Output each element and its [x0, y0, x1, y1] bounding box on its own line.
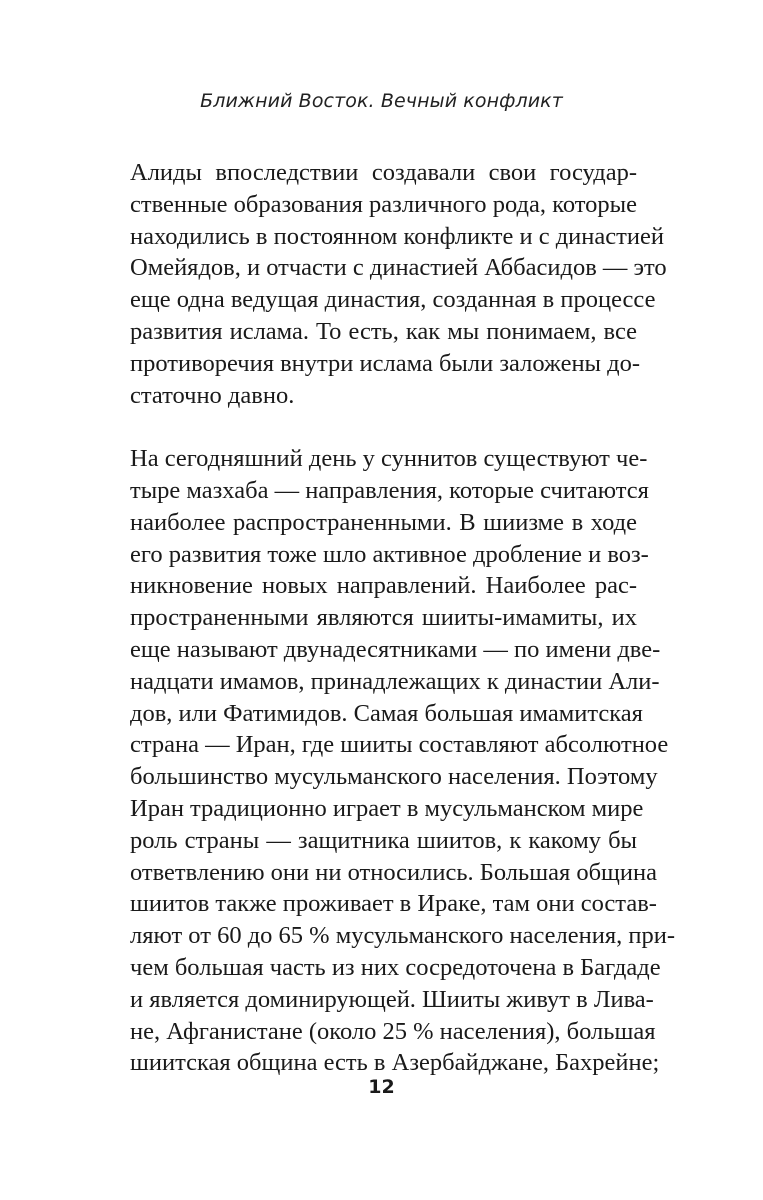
text-line: шиитская община есть в Азербайджане, Бахрейне; [130, 1049, 660, 1077]
running-head: Ближний Восток. Вечный конфликт [200, 90, 563, 112]
text-line: тыре мазхаба — направления, которые считаются [130, 476, 649, 504]
text-line: наиболее распространенными. В шиизме в ходе [130, 508, 637, 536]
text-line: Омейядов, и отчасти с династией Аббасидов — это [130, 254, 667, 282]
text-line: еще называют двунадесятниками — по имени две- [130, 635, 661, 663]
text-line: еще одна ведущая династия, созданная в процессе [130, 286, 656, 314]
text-line: не, Афганистане (около 25 % населения), большая [130, 1017, 656, 1045]
text-line: Алиды впоследствии создавали свои государ- [130, 159, 637, 186]
text-line: противоречия внутри ислама были заложены до- [130, 349, 641, 377]
text-line: ственные образования различного рода, которые [130, 190, 637, 218]
text-line: статочно давно. [130, 381, 295, 409]
text-line: надцати имамов, принадлежащих к династии Али- [130, 667, 660, 695]
text-line: шиитов также проживает в Ираке, там они состав- [130, 890, 657, 918]
text-line: Иран традиционно играет в мусульманском мире [130, 794, 644, 822]
text-line: ответвлению они ни относились. Большая община [130, 858, 658, 886]
paragraph-2 [130, 443, 675, 1079]
text-line: пространенными являются шииты-имамиты, их [130, 604, 637, 632]
text-line: На сегодняшний день у суннитов существуют че- [130, 445, 648, 473]
text-line: его развития тоже шло активное дробление и воз- [130, 540, 649, 568]
body-text [130, 157, 675, 1079]
text-line: роль страны — защитника шиитов, к какому бы [130, 826, 637, 854]
text-line: чем большая часть из них сосредоточена в Багдаде [130, 953, 661, 981]
text-line: находились в постоянном конфликте и с династией [130, 222, 664, 250]
text-line: ляют от 60 до 65 % мусульманского населения, при- [130, 922, 675, 950]
paragraph-1 [130, 157, 667, 411]
text-line: развития ислама. То есть, как мы понимаем, все [130, 317, 637, 345]
text-line: никновение новых направлений. Наиболее рас- [130, 572, 637, 600]
text-line: и является доминирующей. Шииты живут в Лива- [130, 985, 654, 1013]
text-line: страна — Иран, где шииты составляют абсолютное [130, 731, 669, 759]
text-line: дов, или Фатимидов. Самая большая имамитская [130, 699, 643, 727]
text-line: большинство мусульманского населения. Поэтому [130, 763, 658, 791]
page-number: 12 [368, 1076, 395, 1098]
